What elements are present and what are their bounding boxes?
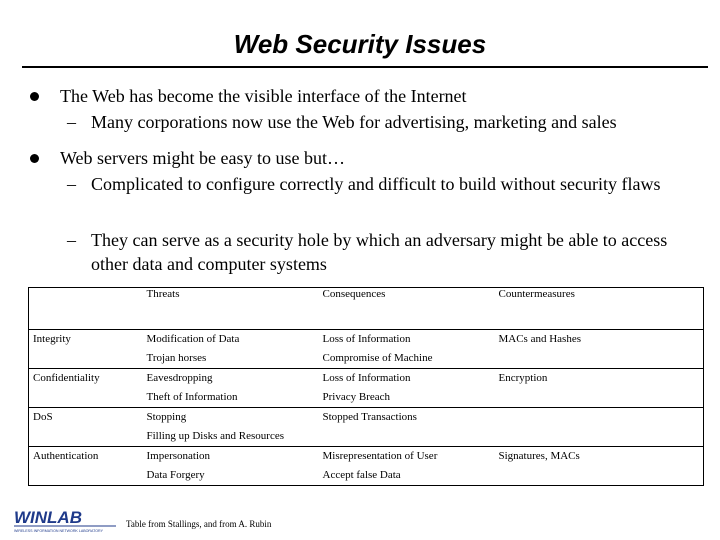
threat-cell: Theft of Information: [146, 391, 238, 403]
row-label-integrity: Integrity: [33, 333, 71, 345]
logo-wordmark: WINLAB: [14, 508, 82, 527]
table-row: [29, 369, 704, 408]
row-label-confidentiality: Confidentiality: [33, 372, 100, 384]
consequence-cell: Accept false Data: [322, 469, 401, 481]
threat-cell: Stopping: [146, 411, 187, 423]
slide-title: Web Security Issues: [233, 29, 487, 59]
threats-table: [28, 287, 704, 486]
winlab-logo-icon: [14, 508, 116, 533]
countermeasure-cell: Signatures, MACs: [498, 450, 580, 462]
consequence-cell: Misrepresentation of User: [322, 450, 438, 462]
threat-cell: Trojan horses: [146, 352, 207, 364]
dash-icon: –: [67, 112, 76, 132]
table-row: [29, 408, 704, 447]
logo-tagline: WIRELESS INFORMATION NETWORK LABORATORY: [14, 529, 103, 533]
bullet-1-text: The Web has become the visible interface of the Internet: [60, 86, 467, 106]
dash-icon: –: [67, 230, 76, 250]
bullet-2-text: Web servers might be easy to use but…: [60, 148, 345, 168]
threat-cell: Modification of Data: [146, 333, 240, 345]
countermeasure-cell: MACs and Hashes: [498, 333, 581, 345]
threat-cell: Impersonation: [146, 450, 211, 462]
bullet-dot-icon: [30, 92, 39, 101]
consequence-cell: Loss of Information: [322, 372, 411, 384]
bullet-dot-icon: [30, 154, 39, 163]
winlab-logo: [12, 506, 118, 534]
consequence-cell: Privacy Breach: [322, 391, 390, 403]
consequence-cell: Loss of Information: [322, 333, 411, 345]
consequence-cell: Compromise of Machine: [322, 352, 433, 364]
table-row: [29, 330, 704, 369]
consequence-cell: Stopped Transactions: [322, 411, 417, 423]
table-credit: Table from Stallings, and from A. Rubin: [126, 519, 272, 529]
bullet-2-sub-2-text: They can serve as a security hole by which an adversary might be able to access other data and computer systems: [91, 230, 668, 274]
dash-icon: –: [67, 174, 76, 194]
table-header-row: [29, 288, 704, 330]
countermeasure-cell: Encryption: [498, 372, 548, 384]
threat-cell: Data Forgery: [146, 469, 205, 481]
threat-cell: Filling up Disks and Resources: [146, 430, 284, 442]
table-header-countermeasures: Countermeasures: [498, 288, 575, 300]
table-header-blank: [29, 288, 143, 330]
row-label-authentication: Authentication: [33, 450, 99, 462]
bullet-2-sub-1-text: Complicated to configure correctly and difficult to build without security flaws: [91, 174, 661, 194]
title-underline: [22, 66, 708, 68]
table-header-threats: Threats: [146, 288, 180, 300]
threat-cell: Eavesdropping: [146, 372, 213, 384]
bullet-1-sub-1-text: Many corporations now use the Web for advertising, marketing and sales: [91, 112, 617, 132]
row-label-dos: DoS: [33, 411, 53, 423]
table-header-consequences: Consequences: [322, 288, 386, 300]
table-row: [29, 447, 704, 486]
